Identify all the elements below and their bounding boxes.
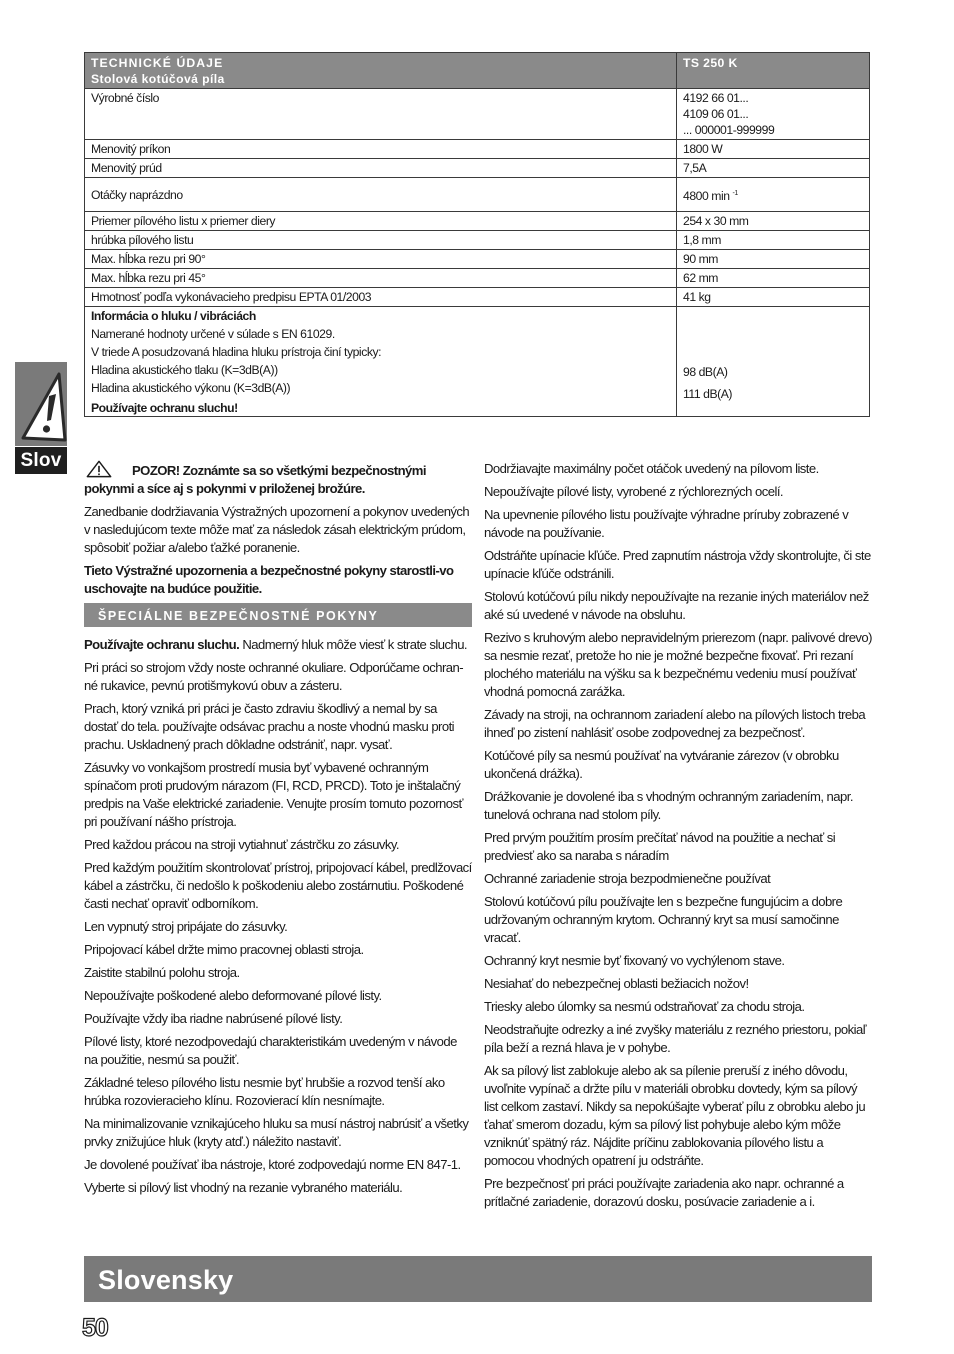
paragraph: Závady na stroji, na ochrannom zariadení alebo na pílových listoch treba ihneď po zistení nahlásiť osobe zodpovednej za bezpečnosť. — [484, 707, 866, 740]
warning-triangle-icon — [84, 460, 114, 478]
paragraph — [84, 636, 472, 654]
paragraph: Pred prvým použitím prosím prečítať návod na použitie a nechať si predviesť ako sa naraba s náradím — [484, 830, 836, 863]
paragraph: Dodržiavajte maximálny počet otáčok uvedený na pílovom liste. — [484, 461, 819, 476]
noise-info-text — [85, 307, 677, 417]
paragraph: Ak sa pílový list zablokuje alebo ak sa pílenie preruší z iného dôvodu, uvoľnite vypínač a držte pílu v materiáli obrobku dovtedy, kým sa pílový list celkom zastaví. Nikdy sa nepokúšajte vyberať pílu z obrobku alebo ju ťahať smerom dozadu, kým sa pílový list pohybuje alebo kým môže vzniknúť spätný ráz. Nájdite príčinu zablokovania pílového listu a pomocou vhodných opatrení ju odstráňte. — [484, 1063, 866, 1168]
table-row — [85, 89, 870, 140]
row-label: Hmotnosť podľa vykonávacieho predpisu EPTA 01/2003 — [85, 288, 677, 307]
row-label: Priemer pílového listu x priemer diery — [85, 212, 677, 231]
paragraph: Na minimalizovanie vznikajúceho hluku sa musí nástroj nabrúsiť a všetky prvky znižujúce hluk (kryty atď.) náležito nastaviť. — [84, 1116, 469, 1149]
paragraph: Pílové listy, ktoré nezodpovedajú charakteristikám uvedeným v návode na použitie, nesmú sa použiť. — [84, 1034, 457, 1067]
paragraph-rest: Nadmerný hluk môže viesť k strate sluchu. — [239, 637, 468, 652]
paragraph: Drážkovanie je dovolené iba s vhodným ochranným zariadením, napr. tunelová ochrana nad stolom píly. — [484, 789, 853, 822]
paragraph: Na upevnenie pílového listu používajte výhradne príruby zobrazené v návode na používanie. — [484, 507, 849, 540]
language-banner: Slovensky — [84, 1256, 872, 1302]
row-label: Menovitý príkon — [85, 140, 677, 159]
row-value: 1,8 mm — [677, 231, 870, 250]
paragraph: Rezivo s kruhovým alebo nepravidelným prierezom (napr. palivové drevo) sa nesmie rezať, pretože ho nie je možné bezpečne fixovať. Pri rezaní plochého materiálu na výšku sa k bezpečnému vedeniu musí používať vhodná pomocná zarážka. — [484, 630, 872, 699]
table-row — [85, 178, 870, 212]
noise-info-title: Informácia o hluku / vibráciách — [91, 309, 256, 323]
serial-number-2: 4109 06 01... — [683, 107, 749, 121]
row-value: 90 mm — [677, 250, 870, 269]
paragraph: Je dovolené používať iba nástroje, ktoré zodpovedajú norme EN 847-1. — [84, 1157, 461, 1172]
table-header-line-1: TECHNICKÉ ÚDAJE — [91, 56, 224, 70]
paragraph: Tieto Výstražné upozornenia a bezpečnostné pokyny starostli-vo uschovajte na budúce použitie. — [84, 563, 454, 596]
noise-info-footer: Používajte ochranu sluchu! — [91, 401, 238, 415]
warning-heading-text: POZOR! Zoznámte sa so všetkými bezpečnostnými pokynmi a síce aj s pokynmi v priloženej brožúre. — [84, 463, 426, 496]
paragraph: Používajte vždy iba riadne nabrúsené pílové listy. — [84, 1011, 343, 1026]
paragraph: Vyberte si pílový list vhodný na rezanie vybraného materiálu. — [84, 1180, 403, 1195]
paragraph: Zaistite stabilnú polohu stroja. — [84, 965, 240, 980]
table-header-title — [85, 53, 677, 89]
table-row — [85, 288, 870, 307]
noise-info-line: Namerané hodnoty určené v súlade s EN 61029. — [91, 327, 335, 341]
paragraph: Pred každou prácou na stroji vytiahnuť zástrčku zo zásuvky. — [84, 837, 400, 852]
paragraph: Ochranné zariadenie stroja bezpodmienečne používat — [484, 871, 771, 886]
paragraph: Základné teleso pílového listu nesmie byť hrubšie a rozvod tenší ako hrúbka rozovieracieho klínu. Rozovierací klín nesnímajte. — [84, 1075, 445, 1108]
row-label: Menovitý prúd — [85, 159, 677, 178]
row-value: 41 kg — [677, 288, 870, 307]
section-heading: ŠPECIÁLNE BEZPEČNOSTNÉ POKYNY — [84, 603, 472, 627]
paragraph: Zásuvky vo vonkajšom prostredí musia byť vybavené ochranným spínačom proti prudovým nárazom (FI, RCD, PRCD). Toto je inštalačný predpis na Vaše elektrické zariadenie. Venujte prosím tomuto pozornosť pri používaní nášho prístroja. — [84, 760, 463, 829]
table-header-model: TS 250 K — [677, 53, 870, 89]
row-value: 62 mm — [677, 269, 870, 288]
side-tab-label: Slov — [15, 447, 67, 474]
noise-info-line: V triede A posudzovaná hladina hluku prístroja činí typicky: — [91, 345, 382, 359]
table-row — [85, 269, 870, 288]
paragraph: Stolovú kotúčovú pílu používajte len s bezpečne fungujúcim a dobre udržovaným ochranným krytom. Ochranný kryt sa musí samočinne vracať. — [484, 894, 843, 945]
page-number: 50 — [82, 1314, 108, 1342]
table-header-row — [85, 53, 870, 89]
serial-number-range: ... 000001-999999 — [683, 123, 775, 137]
warning-heading — [84, 460, 472, 498]
noise-info-line: Hladina akustického výkonu (K=3dB(A)) — [91, 381, 291, 395]
noise-info-line: Hladina akustického tlaku (K=3dB(A)) — [91, 363, 278, 377]
paragraph: Nesiahať do nebezpečnej oblasti bežiacich nožov! — [484, 976, 749, 991]
table-row — [85, 140, 870, 159]
row-label: Max. hĺbka rezu pri 90° — [85, 250, 677, 269]
noise-values — [677, 307, 870, 417]
row-label: Max. hĺbka rezu pri 45° — [85, 269, 677, 288]
paragraph: Pre bezpečnosť pri práci používajte zariadenia ako napr. ochranné a prítlačné zariadenie, dorazovú dosku, posúvacie zariadenie a i. — [484, 1176, 844, 1209]
row-label: hrúbka pílového listu — [85, 231, 677, 250]
paragraph: Zanedbanie dodržiavania Výstražných upozornení a pokynov uvedených v nasledujúcom texte môže mať za následok zásah elektrickým prúdom, spôsobiť požiar a/alebo ťažké poranenie. — [84, 504, 470, 555]
paragraph: Nepoužívajte pílové listy, vyrobené z rýchlorezných ocelí. — [484, 484, 783, 499]
row-label: Otáčky naprázdno — [85, 178, 677, 212]
row-value: 254 x 30 mm — [677, 212, 870, 231]
paragraph: Pripojovací kábel držte mimo pracovnej oblasti stroja. — [84, 942, 364, 957]
row-value — [677, 89, 870, 140]
serial-number-1: 4192 66 01... — [683, 91, 749, 105]
right-column — [484, 460, 872, 1216]
paragraph: Prach, ktorý vzniká pri práci je často zdraviu škodlivý a nemal by sa dostať do tela. používajte odsávac prachu a noste vhodnú masku proti prachu. Uskladnený prach dôkladne odstrániť, napr. vysať. — [84, 701, 455, 752]
row-label: Výrobné číslo — [85, 89, 677, 140]
paragraph: Odstráňte upínacie kľúče. Pred zapnutím nástroja vždy skontrolujte, či ste upínacie kľúče odstránili. — [484, 548, 871, 581]
sound-pressure-value: 98 dB(A) — [683, 365, 728, 379]
paragraph: Kotúčové píly sa nesmú používať na vytváranie zárezov (v obrobku ukončená drážka). — [484, 748, 839, 781]
noise-info-row — [85, 307, 870, 417]
table-row — [85, 231, 870, 250]
row-value — [677, 178, 870, 212]
left-column — [84, 460, 472, 1202]
table-row — [85, 250, 870, 269]
paragraph: Ochranný kryt nesmie byť fixovaný vo vychýlenom stave. — [484, 953, 785, 968]
paragraph: Pred každým použitím skontrolovať prístroj, pripojovací kábel, predlžovací kábel a zástrčku, či nedošlo k poškodeniu alebo zostárnutiu. Poškodené časti nechať opraviť odborníkom. — [84, 860, 472, 911]
row-value: 1800 W — [677, 140, 870, 159]
paragraph: Neodstraňujte odrezky a iné zvyšky materiálu z rezného priestoru, pokiaľ píla beží a rezná hlava je v pohybe. — [484, 1022, 866, 1055]
table-row — [85, 159, 870, 178]
side-language-tab — [15, 362, 67, 474]
paragraph-lead: Používajte ochranu sluchu. — [84, 637, 240, 652]
sound-power-value: 111 dB(A) — [683, 387, 733, 401]
paragraph: Triesky alebo úlomky sa nesmú odstraňovať za chodu stroja. — [484, 999, 805, 1014]
idle-speed-value: 4800 min — [683, 188, 730, 203]
paragraph: Stolovú kotúčovú pílu nikdy nepoužívajte na rezanie iných materiálov než aké sú uvedené v návode na obsluhu. — [484, 589, 869, 622]
idle-speed-exponent: -1 — [732, 189, 738, 197]
row-value: 7,5A — [677, 159, 870, 178]
technical-data-table — [84, 52, 870, 417]
warning-exclamation-icon — [15, 362, 67, 446]
paragraph: Len vypnutý stroj pripájate do zásuvky. — [84, 919, 288, 934]
table-row — [85, 212, 870, 231]
table-header-line-2: Stolová kotúčová píla — [91, 72, 225, 86]
paragraph: Pri práci so strojom vždy noste ochranné okuliare. Odporúčame ochran-né rukavice, pevnú protišmykovú obuv a zásteru. — [84, 660, 464, 693]
paragraph: Nepoužívajte poškodené alebo deformované pílové listy. — [84, 988, 382, 1003]
